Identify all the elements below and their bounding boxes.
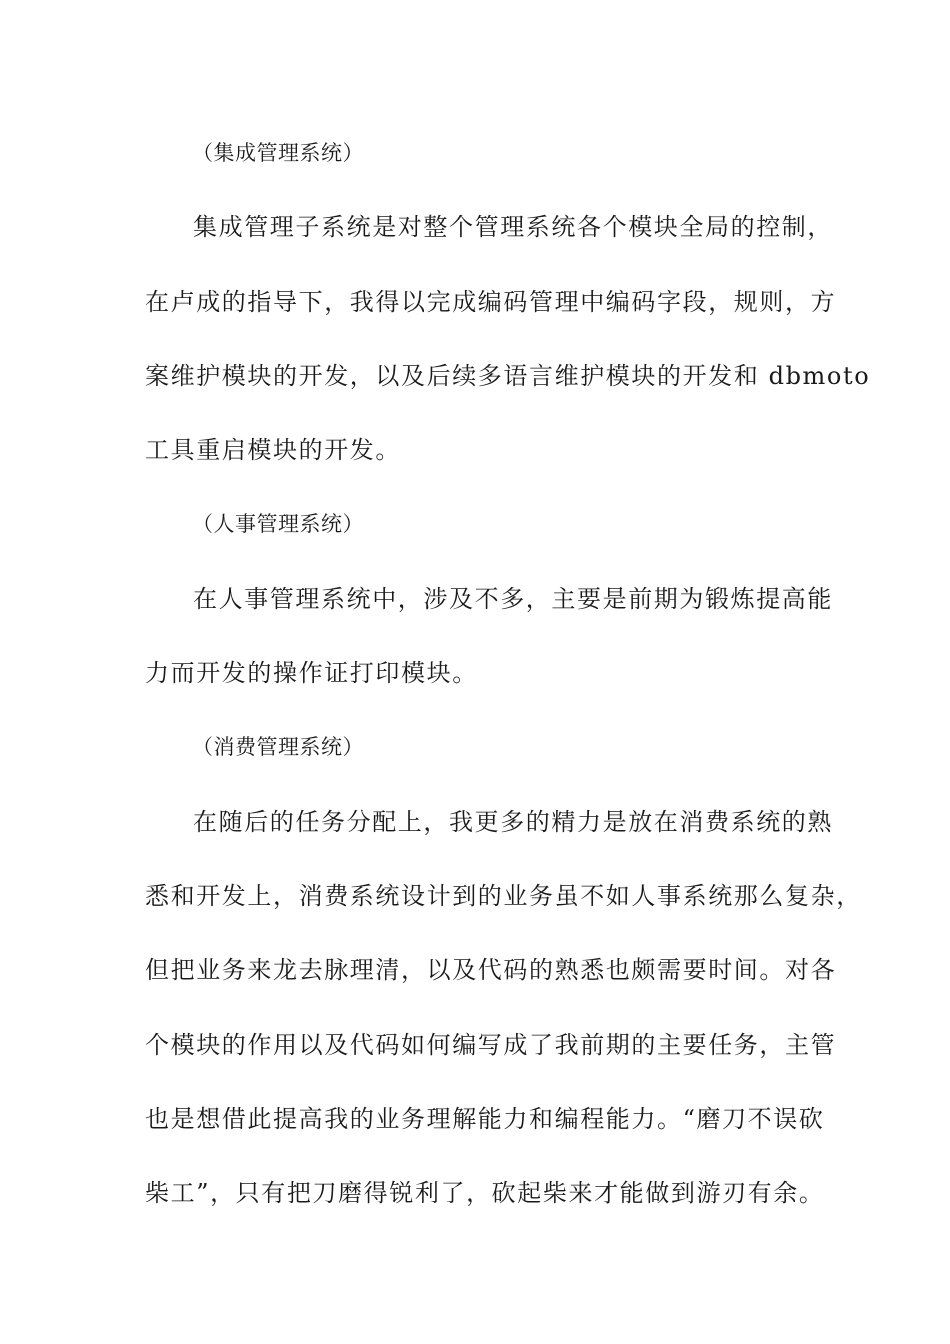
section-heading-consumption: （消费管理系统） (192, 735, 364, 759)
paragraph-line: 在随后的任务分配上，我更多的精力是放在消费系统的熟 (193, 808, 833, 836)
section-heading-integration: （集成管理系统） (192, 141, 364, 165)
paragraph-line: 工具重启模块的开发。 (145, 436, 401, 464)
paragraph-line: 案维护模块的开发，以及后续多语言维护模块的开发和 dbmoto (145, 362, 871, 390)
paragraph-line: 柴工”，只有把刀磨得锐利了，砍起柴来才能做到游刃有余。 (145, 1179, 825, 1207)
paragraph-line: 也是想借此提高我的业务理解能力和编程能力。“磨刀不误砍 (145, 1105, 825, 1133)
paragraph-line: 但把业务来龙去脉理清，以及代码的熟悉也颇需要时间。对各 (145, 956, 837, 984)
paragraph-line: 悉和开发上，消费系统设计到的业务虽不如人事系统那么复杂， (145, 882, 862, 910)
paragraph-line: 集成管理子系统是对整个管理系统各个模块全局的控制， (193, 213, 833, 241)
paragraph-line: 个模块的作用以及代码如何编写成了我前期的主要任务，主管 (145, 1031, 837, 1059)
paragraph-line: 力而开发的操作证打印模块。 (145, 659, 478, 687)
paragraph-line: 在卢成的指导下，我得以完成编码管理中编码字段，规则，方 (145, 288, 837, 316)
section-heading-personnel: （人事管理系统） (192, 512, 364, 536)
paragraph-line: 在人事管理系统中，涉及不多，主要是前期为锻炼提高能 (193, 585, 833, 613)
